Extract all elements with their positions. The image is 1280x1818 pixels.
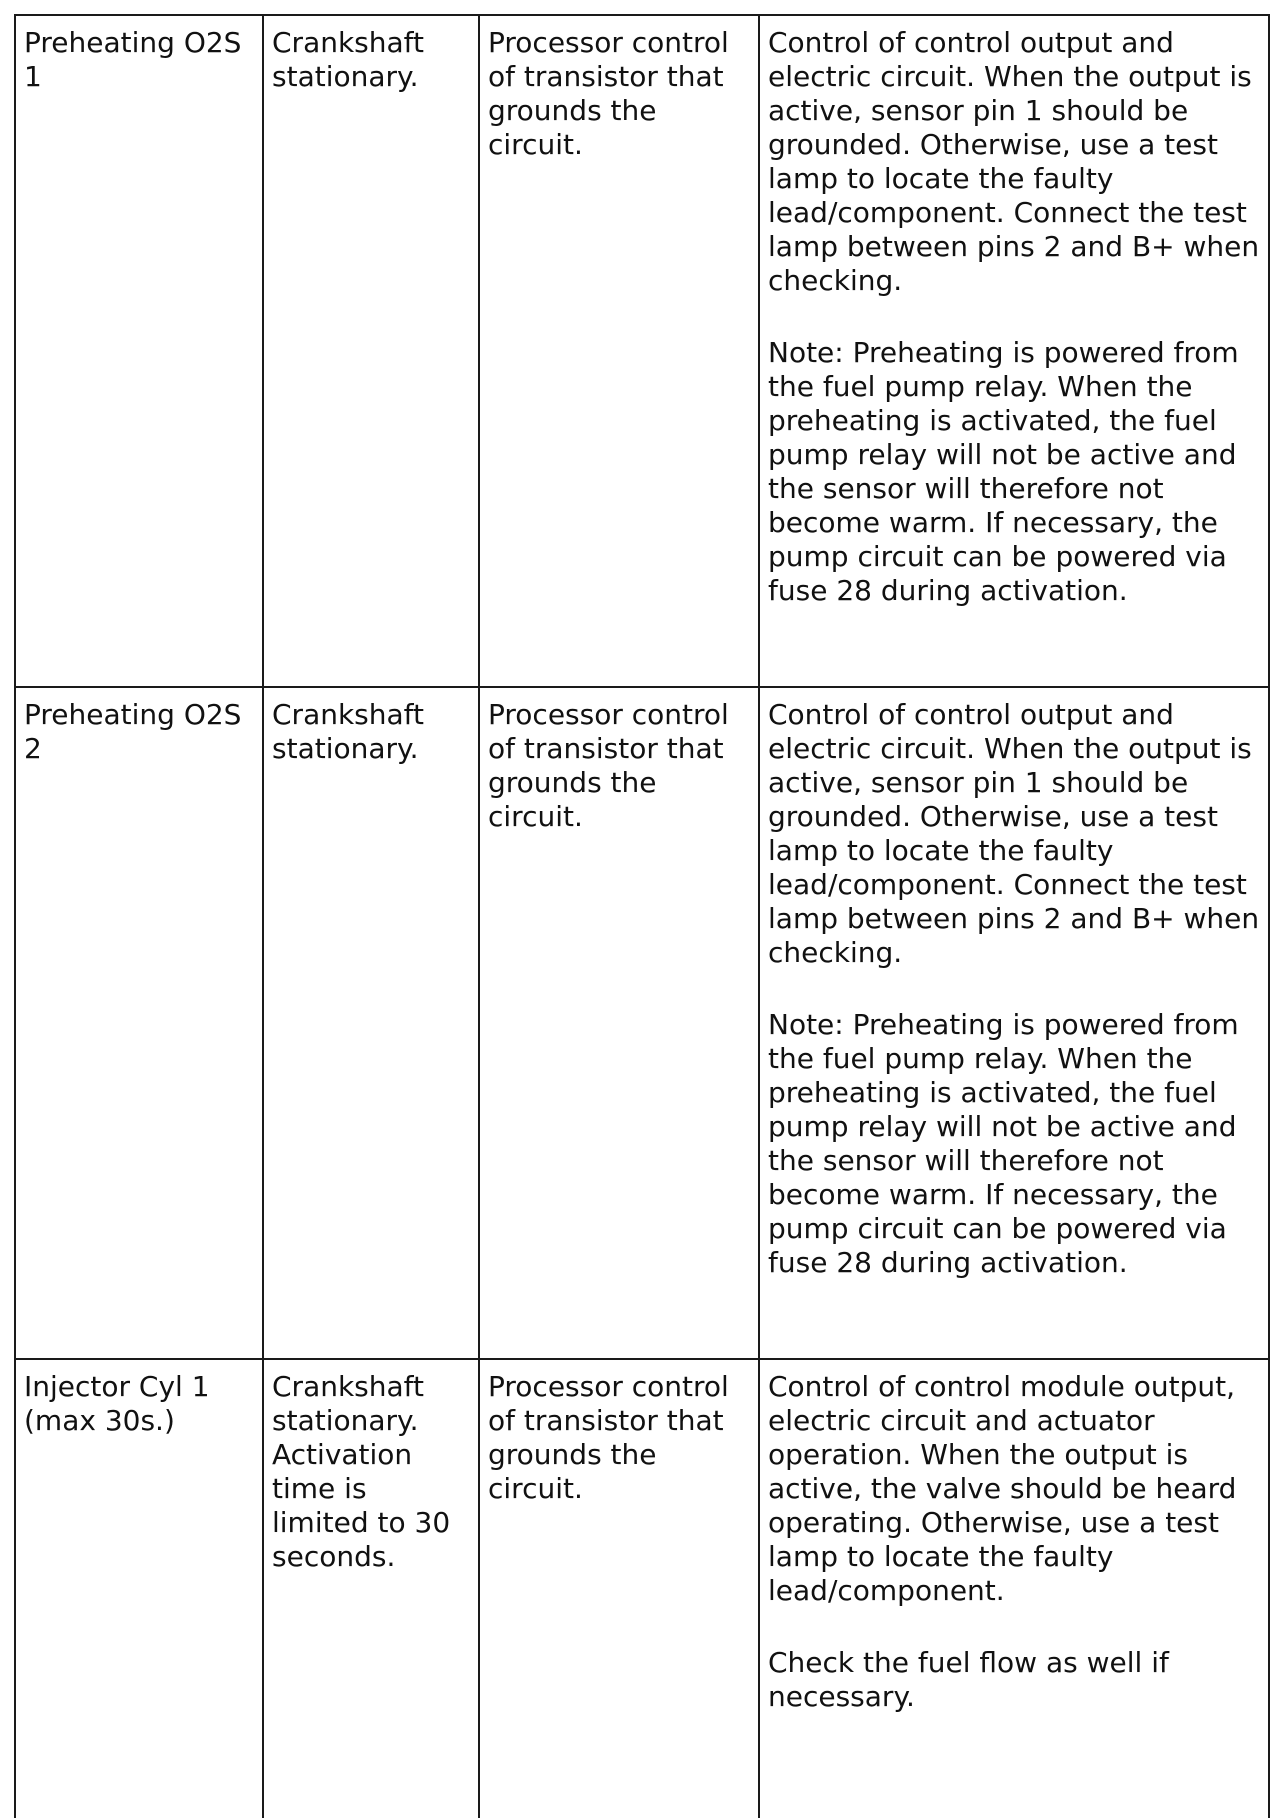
check-paragraph: Control of control output and electric circuit. When the output is active, sensor pin 1 should be grounded. Otherwise, use a test lamp to locate the faulty lead/component. Connect the test lamp between pins 2 and B+ when checking. [768,698,1260,969]
condition-text: Crankshaft stationary. [272,26,425,93]
check-paragraph: Control of control module output, electric circuit and actuator operation. When the output is active, the valve should be heard operating. Otherwise, use a test lamp to locate the faulty lead/component. [768,1370,1237,1607]
method-text: Processor control of transistor that grounds the circuit. [488,1370,729,1505]
check-paragraph: Control of control output and electric circuit. When the output is active, sensor pin 1 should be grounded. Otherwise, use a test lamp to locate the faulty lead/component. Connect the test lamp between pins 2 and B+ when checking. [768,26,1260,297]
method-cell [479,15,759,687]
table-row [15,1359,1269,1818]
check-cell [759,687,1269,1359]
output-name: Preheating O2S 1 [24,26,242,93]
output-name: Injector Cyl 1 (max 30s.) [24,1370,210,1437]
table-row [15,687,1269,1359]
condition-cell [263,15,479,687]
check-paragraph: Check the fuel flow as well if necessary. [768,1646,1169,1713]
output-name: Preheating O2S 2 [24,698,242,765]
condition-cell [263,687,479,1359]
output-cell [15,1359,263,1818]
actuator-test-table [14,14,1270,1818]
output-cell [15,687,263,1359]
check-cell [759,15,1269,687]
table-row [15,15,1269,687]
method-text: Processor control of transistor that grounds the circuit. [488,698,729,833]
condition-text: Crankshaft stationary. Activation time is limited to 30 seconds. [272,1370,451,1573]
condition-cell [263,1359,479,1818]
check-cell [759,1359,1269,1818]
method-cell [479,1359,759,1818]
output-cell [15,15,263,687]
check-note: Note: Preheating is powered from the fuel pump relay. When the preheating is activated, the fuel pump relay will not be active and the sensor will therefore not become warm. If necessary, the pump circuit can be powered via fuse 28 during activation. [768,1008,1239,1279]
condition-text: Crankshaft stationary. [272,698,425,765]
method-text: Processor control of transistor that grounds the circuit. [488,26,729,161]
method-cell [479,687,759,1359]
check-note: Note: Preheating is powered from the fuel pump relay. When the preheating is activated, the fuel pump relay will not be active and the sensor will therefore not become warm. If necessary, the pump circuit can be powered via fuse 28 during activation. [768,336,1239,607]
